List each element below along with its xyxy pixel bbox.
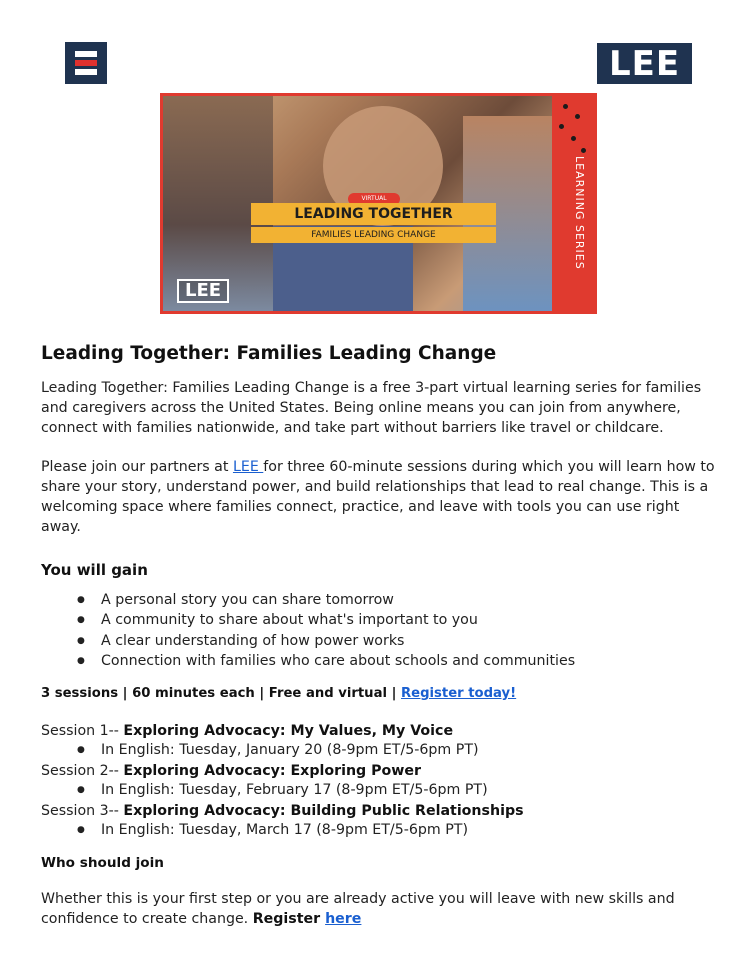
sessions-summary	[41, 686, 516, 701]
list-item: ● Connection with families who care about schools and communities	[41, 651, 575, 671]
session-title: Exploring Advocacy: My Values, My Voice	[123, 723, 454, 739]
session-prefix: Session 3--	[41, 803, 124, 819]
session-title: Exploring Advocacy: Exploring Power	[123, 763, 422, 779]
session-heading	[41, 761, 421, 781]
session-heading	[41, 721, 453, 741]
register-label: Register	[252, 911, 326, 927]
session-detail-list	[41, 740, 479, 760]
hero-side-label: LEARNING SERIES	[573, 156, 586, 270]
session-detail: ● In English: Tuesday, February 17 (8-9pm ET/5-6pm PT)	[41, 780, 488, 800]
lee-wordmark-text: LEE	[608, 43, 681, 84]
register-here-link[interactable]: here	[325, 911, 362, 927]
session-detail-list	[41, 780, 488, 800]
session-title: Exploring Advocacy: Building Public Relationships	[123, 803, 524, 819]
logo-bar	[75, 51, 97, 57]
register-today-link[interactable]: Register today!	[401, 686, 517, 701]
list-item: ● A clear understanding of how power works	[41, 631, 575, 651]
hero-title: LEADING TOGETHER	[251, 203, 496, 225]
session-detail: ● In English: Tuesday, January 20 (8-9pm ET/5-6pm PT)	[41, 740, 479, 760]
who-heading: Who should join	[41, 855, 164, 871]
list-item: ● A community to share about what's important to you	[41, 610, 575, 630]
decor-dot	[559, 124, 564, 129]
partners-paragraph	[41, 457, 721, 537]
gains-list	[41, 590, 575, 671]
logo-bar	[75, 69, 97, 75]
decor-dot	[575, 114, 580, 119]
paragraph-text: Whether this is your first step or you are already active you will leave with new skills and confidence to create change.	[41, 891, 675, 927]
hero-subtitle: FAMILIES LEADING CHANGE	[251, 227, 496, 243]
session-heading	[41, 801, 524, 821]
decor-dot	[563, 104, 568, 109]
page-title: Leading Together: Families Leading Change	[41, 343, 497, 364]
lee-link[interactable]: LEE	[232, 459, 264, 475]
paragraph-text: Please join our partners at	[41, 459, 233, 475]
session-detail-list	[41, 820, 468, 840]
session-prefix: Session 2--	[41, 763, 124, 779]
session-detail: ● In English: Tuesday, March 17 (8-9pm ET/5-6pm PT)	[41, 820, 468, 840]
closing-paragraph	[41, 889, 721, 929]
hero-lee-logo: LEE	[177, 279, 229, 303]
list-item: ● A personal story you can share tomorrow	[41, 590, 575, 610]
summary-text: 3 sessions | 60 minutes each | Free and virtual |	[41, 686, 401, 701]
logo-bar-red	[75, 60, 97, 66]
decor-dot	[571, 136, 576, 141]
decor-dot	[581, 148, 586, 153]
hero-virtual-badge: VIRTUAL	[348, 193, 400, 205]
session-prefix: Session 1--	[41, 723, 124, 739]
intro-paragraph: Leading Together: Families Leading Change is a free 3-part virtual learning series for families and caregivers across the United States. Being online means you can join from anywhere, connect with families nationwide, and take part without barriers like travel or childcare.	[41, 380, 702, 436]
lee-wordmark-logo	[597, 43, 692, 84]
hero-banner-image	[160, 93, 597, 314]
lee-logo-mark	[65, 42, 107, 84]
paragraph-text: for three 60-minute sessions during which you will learn how to share your story, understand power, and build relationships that lead to real change. This is a welcoming space where families connect, practice, and leave with tools you can use right away.	[41, 459, 715, 535]
gain-heading: You will gain	[41, 561, 148, 579]
